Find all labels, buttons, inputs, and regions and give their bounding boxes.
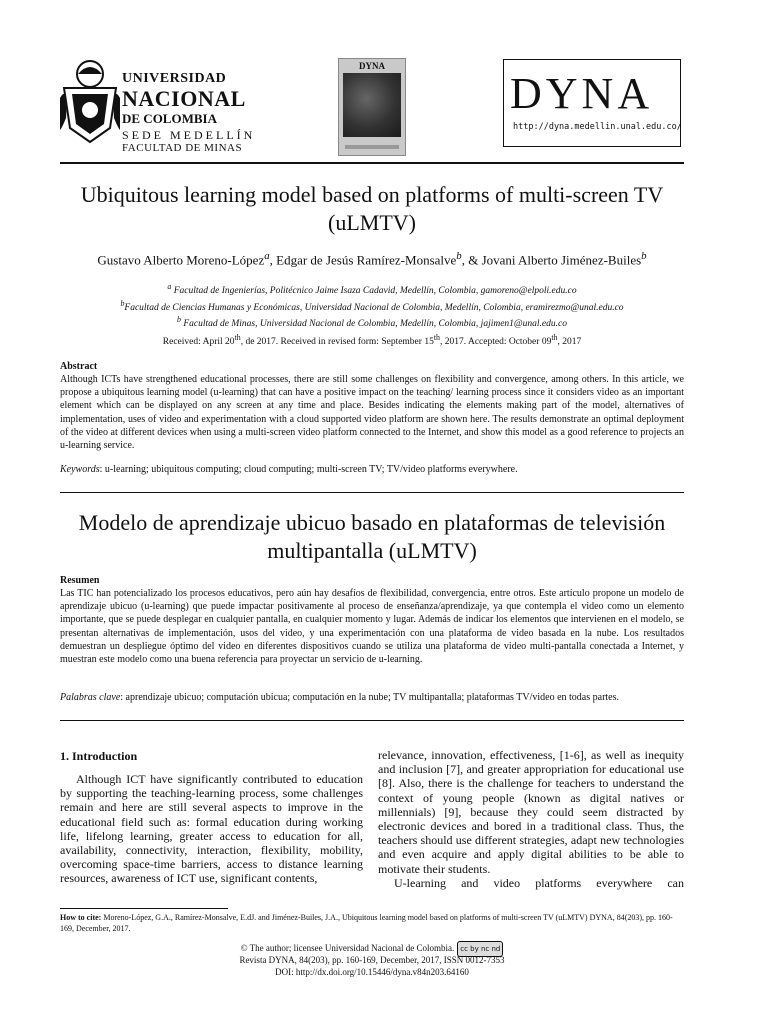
palabras-label: Palabras clave: [60, 692, 121, 703]
intro-right-column: [378, 748, 684, 890]
journal-url[interactable]: http://dyna.medellin.unal.edu.co/: [513, 122, 682, 132]
keywords-text: : u-learning; ubiquitous computing; cloud computing; multi-screen TV; TV/video platforms everywhere.: [99, 464, 518, 475]
article-title-es: Modelo de aprendizaje ubicuo basado en plataformas de televisión multipantalla (uLMTV): [78, 510, 666, 563]
university-line1: UNIVERSIDAD: [122, 71, 227, 86]
received-dates: Received: April 20th, de 2017. Received in revised form: September 15th, 2017. Accepted: October 09th, 2017: [162, 333, 582, 348]
journal-citation: Revista DYNA, 84(203), pp. 160-169, December, 2017, ISSN 0012-7353: [239, 955, 505, 965]
university-line2: NACIONAL: [122, 86, 246, 111]
doi-link[interactable]: DOI: http://dx.doi.org/10.15446/dyna.v84n203.64160: [275, 967, 469, 977]
author-1: Gustavo Alberto Moreno-López: [97, 252, 265, 268]
author-list: [60, 250, 684, 268]
intro-paragraph-1: Although ICT have significantly contributed to education by supporting the teaching-learning process, some challenges remain and here are still several aspects to improve in the educational field such as: formal education during working life, lifelong learning, greater access to education for all, availability, connectivity, interaction, flexibility, mobility, overcoming space-time barriers, access to distance learning resources, awareness of ICT use, significant contents,: [60, 772, 363, 886]
author-2: , Edgar de Jesús Ramírez-Monsalve: [269, 252, 457, 268]
intro-paragraph-2: relevance, innovation, effectiveness, [1-6], as well as inequity and inclusion [7], and greater appropriation for educational use [8]. Also, there is the challenge for teachers to understand the context of young people (known as digital natives or millennials) [9], because they could seem distracted by electronic devices and bored in a traditional class. Thus, the teachers should use different strategies, adapt new technologies and even acquire and apply digital abilities to be able to motivate their students.: [378, 748, 684, 876]
resumen-text: Las TIC han potencializado los procesos educativos, pero aún hay desafíos de flexibilidad, convergencia, entre otros. Este artículo propone un modelo de aprendizaje ubicuo (u-learning) que puede impactar positivamente al proceso de enseñanza/aprendizaje, ya que contempla el video como un elemento importante, que se puede desplegar en cualquier pantalla, en cualquier momento y lugar. Además de indicar los elementos que intervienen en el modelo, se presentan alternativas de implementación, usos del video, y una experimentación con una plataforma de video basada en la nube. Los resultados demuestran un despliegue óptimo del video en diferentes dispositivos cuando se utiliza una plataforma de video multi-pantalla conectada a Internet, y muestran este modelo como una buena referencia para proyectar un servicio de u-learning.: [60, 588, 684, 666]
affiliation-1: $^a$ Facultad de Ingenierías, Politécnico Jaime Isaza Cadavid, Medellín, Colombia, gamoreno@elpoli.edu.co: [167, 282, 577, 297]
journal-name: DYNA: [510, 69, 654, 118]
cover-footer-bar: [345, 145, 399, 149]
license-text: © The author; licensee Universidad Nacional de Colombia.: [240, 943, 455, 954]
intro-left-column: [60, 772, 363, 886]
university-wordmark: [122, 72, 255, 154]
abstract-heading: Abstract: [60, 361, 98, 372]
author-1-sup: a: [264, 250, 270, 262]
section-rule-2: [60, 720, 684, 721]
intro-heading: 1. Introduction: [60, 749, 138, 763]
affiliation-2: $^b$Facultad de Ciencias Humanas y Económicas, Universidad Nacional de Colombia, Medellín, Colombia, eramirezmo@unal.edu.co: [120, 298, 624, 313]
palabras-text: : aprendizaje ubicuo; computación ubicua; computación en la nube; TV multipantalla; plataformas TV/video en todas partes.: [120, 692, 620, 703]
cover-image: [343, 73, 401, 137]
journal-cover-thumbnail: [338, 58, 406, 156]
affiliation-3: $^b$ Facultad de Minas, Universidad Nacional de Colombia, Medellín, Colombia, jajimen1@unal.edu.co: [176, 315, 567, 330]
affiliations: [60, 281, 684, 331]
author-3-sup: b: [641, 250, 647, 262]
cc-license-icon[interactable]: cc by nc nd: [457, 941, 503, 957]
intro-paragraph-3: U-learning and video platforms everywhere can: [394, 875, 684, 890]
how-to-cite-label: How to cite:: [60, 913, 102, 922]
article-title-en: Ubiquitous learning model based on platforms of multi-screen TV (uLMTV): [80, 182, 664, 235]
abstract-text: Although ICTs have strengthened educational processes, there are still some challenges on flexibility and convergence, among others. In this article, we propose a ubiquitous learning model (u-learning) that can have a positive impact on the teaching/ learning process since it considers video as an important element which can be displayed on any screen at any time and place. Besides indicating the elements making part of the model, alternatives of implementation, uses of video and experimentation with a cloud supported video platform are shown here. The results demonstrate an optimal deployment of the video at different devices when using a multi-screen video platform connected to the Internet, and show this model as a good reference to projects an u-learning service.: [60, 374, 684, 452]
resumen-heading: Resumen: [60, 575, 100, 586]
university-sede: SEDE MEDELLÍN: [122, 128, 256, 142]
how-to-cite: [60, 913, 684, 934]
palabras-clave: [60, 691, 684, 704]
header-rule: [60, 162, 684, 164]
footnote-rule: [60, 908, 228, 909]
university-seal-logo: [60, 58, 120, 144]
author-2-sup: b: [456, 250, 462, 262]
journal-logo-box: [503, 59, 681, 147]
university-faculty: FACULTAD DE MINAS: [122, 142, 243, 154]
university-line3: DE COLOMBIA: [122, 111, 217, 126]
cover-title: DYNA: [359, 61, 385, 71]
section-rule: [60, 492, 684, 493]
author-3: , & Jovani Alberto Jiménez-Builes: [461, 252, 642, 268]
keywords-label: Keywords: [60, 464, 100, 475]
keywords: [60, 463, 684, 476]
how-to-cite-text: Moreno-López, G.A., Ramírez-Monsalve, E.dJ. and Jiménez-Builes, J.A., Ubiquitous learning model based on platforms of multi-screen TV (uLMTV) DYNA, 84(203), pp. 160-169, December, 2017.: [60, 913, 673, 933]
